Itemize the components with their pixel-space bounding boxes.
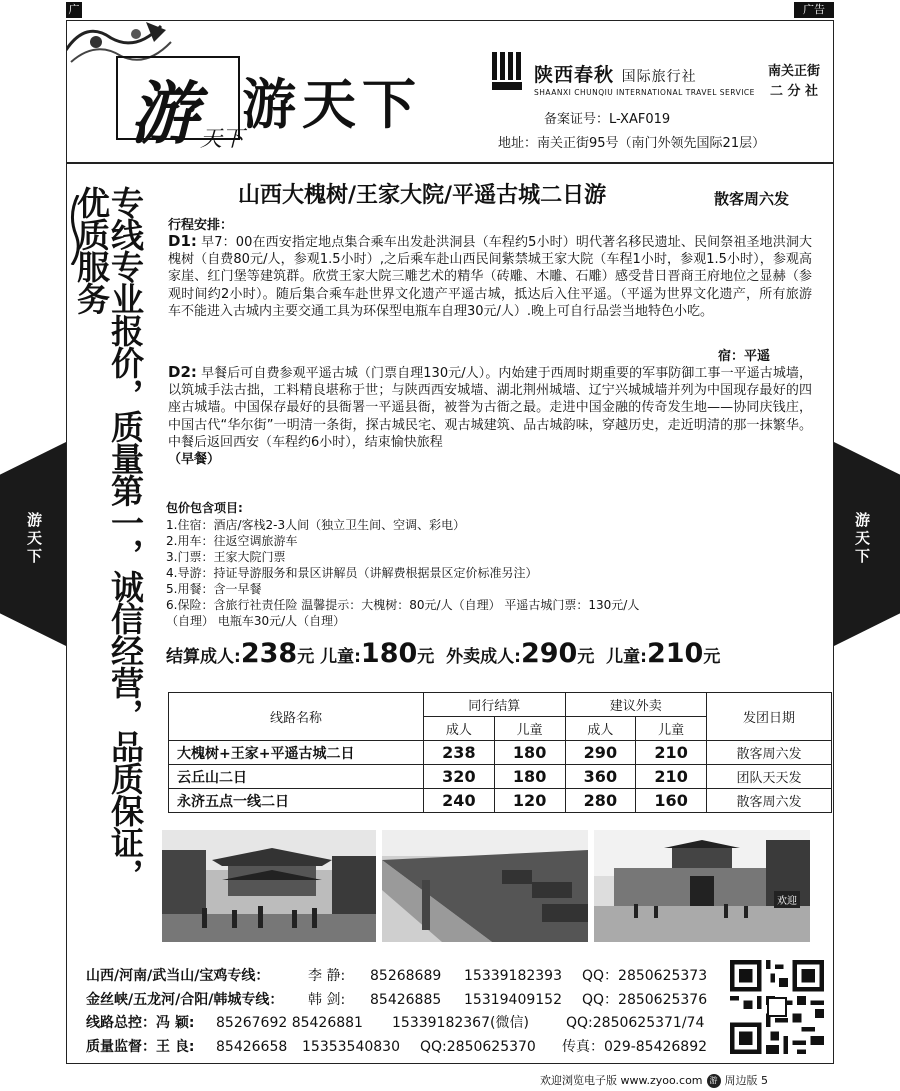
page-footer: 欢迎浏览电子版 www.zyoo.com 游 周边版 5 [540, 1074, 769, 1087]
includes-list [166, 517, 639, 629]
departure-date: 散客周六发 [707, 741, 832, 765]
tour-title: 山西大槐树/王家大院/平遥古城二日游 [238, 183, 607, 208]
includes-item: 2.用车：往返空调旅游车 [166, 534, 298, 548]
brush-character: 游 [130, 74, 199, 154]
branch-name: 南关正街 二 分 社 [767, 64, 820, 99]
price-summary: 结算成人:238元 儿童:180元 外卖成人:290元 儿童:210元 [166, 638, 721, 669]
settle-adult: 320 [424, 765, 495, 789]
corner-badge-left: 广告 [66, 2, 82, 18]
th-route: 线路名称 [169, 693, 424, 741]
includes-item: （自理） 电瓶车30元/人（自理） [166, 614, 346, 628]
qr-code-icon [730, 960, 824, 1054]
corner-badge-right: 广告 [794, 2, 834, 18]
brand-title: 游天下 [242, 72, 422, 136]
price-table [168, 692, 832, 813]
welcome-sign: 欢迎 [774, 891, 800, 908]
retail-adult: 290 [565, 741, 636, 765]
departure-date: 散客周六发 [707, 789, 832, 813]
includes-item: 5.用餐：含一早餐 [166, 582, 262, 596]
company-address: 地址：南关正街95号（南门外领先国际21层） [498, 136, 766, 151]
route-name: 大槐树+王家+平遥古城二日 [169, 741, 424, 765]
vertical-slogan: 专线专业报价，质量第一，诚信经营，品质保证，优质服务 [72, 186, 145, 890]
brush-subtext: 天下 [200, 127, 245, 152]
includes-item: 4.导游：持证导游服务和景区讲解员（讲解费根据景区定价标准另注） [166, 566, 538, 580]
settle-adult: 238 [424, 741, 495, 765]
settle-child: 120 [494, 789, 565, 813]
departure-date: 团队天天发 [707, 765, 832, 789]
retail-adult: 360 [565, 765, 636, 789]
table-row [169, 765, 832, 789]
retail-child: 210 [636, 741, 707, 765]
includes-item: 1.住宿：酒店/客栈2-3人间（独立卫生间、空调、彩电） [166, 518, 466, 532]
th-retail: 建议外卖 [565, 693, 707, 717]
route-name: 云丘山二日 [169, 765, 424, 789]
photo-ancient-street [162, 830, 376, 942]
th-child: 儿童 [636, 717, 707, 741]
photo-county-gate [594, 830, 810, 942]
th-settle: 同行结算 [424, 693, 566, 717]
retail-adult: 280 [565, 789, 636, 813]
th-adult: 成人 [565, 717, 636, 741]
company-english-name: SHAANXI CHUNQIU INTERNATIONAL TRAVEL SERVICE [534, 88, 755, 97]
company-name: 陕西春秋 国际旅行社 [534, 64, 697, 86]
side-tab-left-label: 游天下 [25, 512, 43, 566]
th-date: 发团日期 [707, 693, 832, 741]
includes-item: 6.保险：含旅行社责任险 温馨提示：大槐树：80元/人（自理） 平遥古城门票：130元/人 [166, 598, 640, 612]
route-name: 永济五点一线二日 [169, 789, 424, 813]
settle-adult: 240 [424, 789, 495, 813]
table-row [169, 789, 832, 813]
company-logo-icon [490, 50, 528, 94]
settle-child: 180 [494, 765, 565, 789]
day2-itinerary: D2: 早餐后可自费参观平遥古城（门票自理130元/人）。内始建于西周时期重要的军事防御工事一平遥古城墙，以筑城手法古拙，工料精良堪称于世；与陕西西安城墙、湖北荆州城墙、辽宁兴城城墙并列为中国现存最好的四座古城墙。中国保存最好的县衙署一平遥县衙，被誉为古衙之最。走进中国金融的传奇发生地——协同庆钱庄，中国古代“华尔街”一明清一条街，探古城民宅、观古城建筑、品古城韵味，穿越历史，走近明清的那一抹繁华。中餐后返回西安（车程约6小时），结束愉快旅程 （早餐） [168, 363, 812, 468]
day1-stay: 宿：平遥 [718, 349, 771, 364]
brand-footer-icon: 游 [707, 1074, 721, 1088]
th-child: 儿童 [494, 717, 565, 741]
includes-label: 包价包含项目: [166, 501, 243, 515]
photo-city-wall [382, 830, 588, 942]
schedule-label: 行程安排： [168, 218, 234, 233]
tour-departure-tag: 散客周六发 [714, 190, 790, 208]
header [66, 20, 834, 164]
settle-child: 180 [494, 741, 565, 765]
table-row [169, 741, 832, 765]
retail-child: 210 [636, 765, 707, 789]
license-number: 备案证号：L-XAF019 [544, 112, 671, 127]
side-tab-right-label: 游天下 [853, 512, 871, 566]
day1-itinerary: D1: 早7：00在西安指定地点集合乘车出发赴洪洞县（车程约5小时）明代著名移民遗址、民间祭祖圣地洪洞大槐树（自费80元/人，参观1.5小时）,之后乘车赴山西民间紫禁城王家大院（车程1小时，参观1.5小时），参观高家崖、红门堡等建筑群。欣赏王家大院三雕艺术的精华（砖雕、木雕、石雕）感受昔日晋商王府地位之显赫（参观时间约2小时）。随后集合乘车赴世界文化遗产平遥古城，抵达后入住平遥。（平遥为世界文化遗产，所有旅游车不能进入古城内主要交通工具为环保型电瓶车自理30元/人）.晚上可自行品尝当地特色小吃。 [168, 232, 812, 319]
th-adult: 成人 [424, 717, 495, 741]
retail-child: 160 [636, 789, 707, 813]
includes-item: 3.门票：王家大院门票 [166, 550, 286, 564]
